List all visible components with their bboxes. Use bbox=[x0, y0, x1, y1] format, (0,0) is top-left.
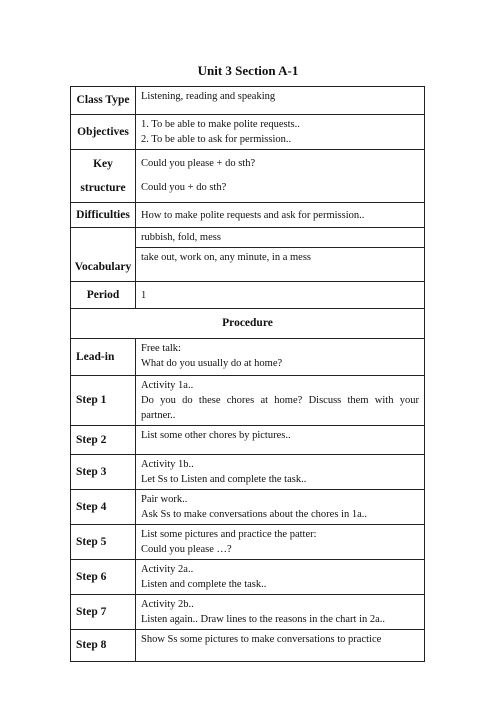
difficulties-row bbox=[71, 203, 425, 228]
step-line: Could you please …? bbox=[141, 544, 232, 555]
class-type-label: Class Type bbox=[71, 87, 136, 115]
period-label: Period bbox=[71, 282, 136, 309]
vocabulary-row-words bbox=[71, 228, 425, 248]
step-label: Step 3 bbox=[71, 455, 136, 490]
objectives-label: Objectives bbox=[71, 115, 136, 150]
step-row bbox=[71, 376, 425, 426]
step-content bbox=[136, 525, 425, 560]
vocabulary-phrases: take out, work on, any minute, in a mess bbox=[136, 248, 425, 282]
procedure-heading-row bbox=[71, 309, 425, 339]
difficulties-label: Difficulties bbox=[71, 203, 136, 228]
objectives-row bbox=[71, 115, 425, 150]
step-line: Free talk: bbox=[141, 343, 181, 354]
step-line: Show Ss some pictures to make conversations to practice bbox=[141, 634, 382, 645]
difficulties-value: How to make polite requests and ask for permission.. bbox=[136, 203, 425, 228]
step-row bbox=[71, 455, 425, 490]
period-row bbox=[71, 282, 425, 309]
step-line: Listen again.. Draw lines to the reasons in the chart in 2a.. bbox=[141, 614, 386, 625]
step-line: Activity 2b.. bbox=[141, 599, 194, 610]
step-content bbox=[136, 339, 425, 376]
class-type-row bbox=[71, 87, 425, 115]
vocabulary-words: rubbish, fold, mess bbox=[136, 228, 425, 248]
step-line: What do you usually do at home? bbox=[141, 358, 283, 369]
step-row bbox=[71, 339, 425, 376]
step-row bbox=[71, 560, 425, 595]
key-structure-row bbox=[71, 150, 425, 203]
step-line: Activity 2a.. bbox=[141, 564, 194, 575]
step-label: Step 6 bbox=[71, 560, 136, 595]
key-structure-label bbox=[71, 150, 136, 203]
step-line: Do you do these chores at home? Discuss them with your partner.. bbox=[141, 395, 419, 421]
vocabulary-label: Vocabulary bbox=[71, 228, 136, 282]
step-content bbox=[136, 426, 425, 455]
step-content bbox=[136, 455, 425, 490]
lesson-plan-table bbox=[70, 86, 425, 662]
step-row bbox=[71, 426, 425, 455]
step-line: Activity 1b.. bbox=[141, 459, 194, 470]
step-content bbox=[136, 490, 425, 525]
step-row bbox=[71, 525, 425, 560]
step-content bbox=[136, 630, 425, 662]
step-line: List some pictures and practice the patter: bbox=[141, 529, 317, 540]
key-label-line: Key bbox=[93, 158, 113, 170]
step-row bbox=[71, 490, 425, 525]
structure-item: Could you + do sth? bbox=[141, 182, 227, 193]
step-line: Pair work.. bbox=[141, 494, 188, 505]
step-label: Step 4 bbox=[71, 490, 136, 525]
document-title: Unit 3 Section A-1 bbox=[197, 63, 299, 78]
step-line: Ask Ss to make conversations about the chores in 1a.. bbox=[141, 509, 367, 520]
step-content bbox=[136, 560, 425, 595]
structure-label-line: structure bbox=[80, 182, 126, 194]
step-label: Step 8 bbox=[71, 630, 136, 662]
step-label: Step 2 bbox=[71, 426, 136, 455]
step-label: Step 5 bbox=[71, 525, 136, 560]
procedure-heading: Procedure bbox=[71, 309, 425, 339]
step-content bbox=[136, 595, 425, 630]
step-line: Let Ss to Listen and complete the task.. bbox=[141, 474, 307, 485]
period-value: 1 bbox=[136, 282, 425, 309]
objective-item: 2. To be able to ask for permission.. bbox=[141, 134, 292, 145]
step-label: Lead-in bbox=[71, 339, 136, 376]
objective-item: 1. To be able to make polite requests.. bbox=[141, 119, 300, 130]
step-label: Step 1 bbox=[71, 376, 136, 426]
key-structure-value bbox=[136, 150, 425, 203]
step-line: Activity 1a.. bbox=[141, 380, 194, 391]
step-row bbox=[71, 630, 425, 662]
step-line: Listen and complete the task.. bbox=[141, 579, 267, 590]
step-line: List some other chores by pictures.. bbox=[141, 430, 291, 441]
objectives-value bbox=[136, 115, 425, 150]
step-row bbox=[71, 595, 425, 630]
step-content bbox=[136, 376, 425, 426]
structure-item: Could you please + do sth? bbox=[141, 158, 256, 169]
class-type-value: Listening, reading and speaking bbox=[136, 87, 425, 115]
step-label: Step 7 bbox=[71, 595, 136, 630]
